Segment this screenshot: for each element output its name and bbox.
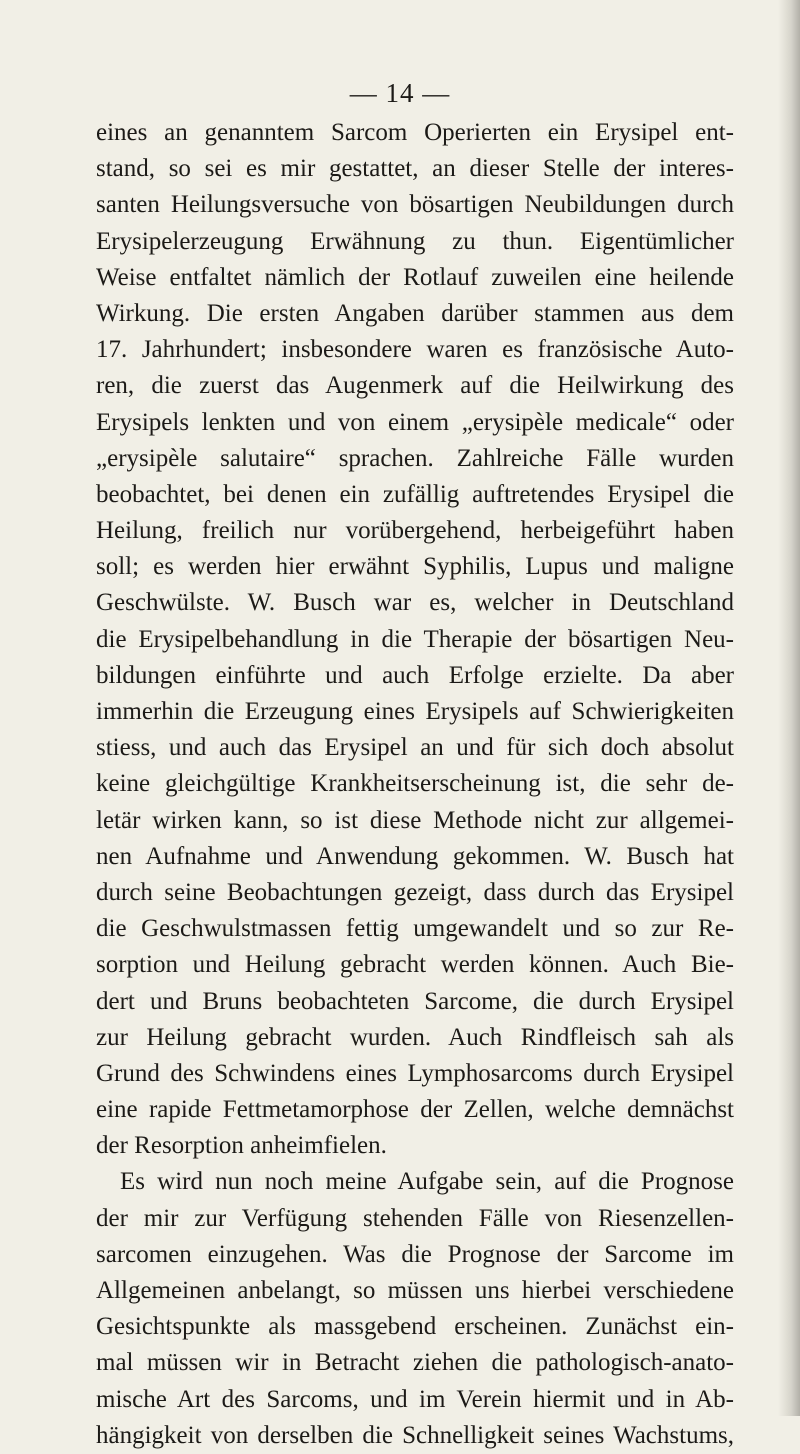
text-line: die Geschwulstmassen fettig umgewandelt und so zur Re- [96,915,734,943]
text-line: eines an genanntem Sarcom Operierten ein Erysipel ent- [96,119,734,146]
text-line: sarcomen einzugehen. Was die Prognose der Sarcome im [96,1240,734,1268]
text-line: letär wirken kann, so ist diese Methode nicht zur allgemei- [96,806,734,834]
text-line: stand, so sei es mir gestattet, an dieser Stelle der interes- [96,155,734,183]
text-line: ren, die zuerst das Augenmerk auf die Heilwirkung des [96,372,734,400]
text-line: Allgemeinen anbelangt, so müssen uns hierbei verschiedene [96,1277,734,1304]
text-line: der mir zur Verfügung stehenden Fälle von Riesenzellen- [96,1204,734,1232]
text-line: Wirkung. Die ersten Angaben darüber stammen aus dem [96,299,734,327]
text-line: beobachtet, bei denen ein zufällig auftretendes Erysipel die [96,480,734,508]
text-line: mal müssen wir in Betracht ziehen die pathologisch-anato- [96,1349,734,1377]
text-line: Grund des Schwindens eines Lymphosarcoms durch Erysipel [96,1059,734,1087]
text-line: Heilung, freilich nur vorübergehend, herbeigeführt haben [96,517,734,545]
text-line: sorption und Heilung gebracht werden können. Auch Bie- [96,951,734,979]
text-line: immerhin die Erzeugung eines Erysipels auf Schwierigkeiten [96,698,734,725]
text-line: dert und Bruns beobachteten Sarcome, die durch Erysipel [96,987,734,1015]
text-line: durch seine Beobachtungen gezeigt, dass durch das Erysipel [96,878,734,906]
text-line: bildungen einführte und auch Erfolge erzielte. Da aber [96,661,734,689]
page-edge-shadow [778,0,800,1416]
text-line: Gesichtspunkte als massgebend erscheinen. Zunächst ein- [96,1313,734,1341]
text-line: zur Heilung gebracht wurden. Auch Rindfleisch sah als [96,1023,734,1051]
text-line: hängigkeit von derselben die Schnelligkeit seines Wachstums, [96,1421,734,1449]
text-line: soll; es werden hier erwähnt Syphilis, Lupus und maligne [96,553,734,581]
text-line: Erysipels lenkten und von einem „erysipèle medicale“ oder [96,408,734,436]
page-number: — 14 — [349,78,451,108]
text-line: eine rapide Fettmetamorphose der Zellen, welche demnächst [96,1096,734,1124]
text-line: mische Art des Sarcoms, und im Verein hiermit und in Ab- [96,1385,734,1413]
text-line: nen Aufnahme und Anwendung gekommen. W. Busch hat [96,842,734,870]
text-line: Geschwülste. W. Busch war es, welcher in Deutschland [96,589,734,617]
text-line: 17. Jahrhundert; insbesondere waren es französische Auto- [96,336,734,364]
text-line: „erysipèle salutaire“ sprachen. Zahlreiche Fälle wurden [96,444,734,472]
text-line: die Erysipelbehandlung in die Therapie der bösartigen Neu- [96,625,734,653]
body-text [96,115,734,1454]
text-line: keine gleichgültige Krankheitserscheinung ist, die sehr de- [96,770,734,798]
paragraph-start-line: Es wird nun noch meine Aufgabe sein, auf die Prognose [120,1168,734,1196]
text-line: santen Heilungsversuche von bösartigen Neubildungen durch [96,191,734,219]
text-line: Weise entfaltet nämlich der Rotlauf zuweilen eine heilende [96,263,734,291]
text-line: Erysipelerzeugung Erwähnung zu thun. Eigentümlicher [96,227,734,255]
text-line: stiess, und auch das Erysipel an und für sich doch absolut [96,734,734,762]
paragraph-end-line: der Resorption anheimfielen. [96,1132,387,1160]
